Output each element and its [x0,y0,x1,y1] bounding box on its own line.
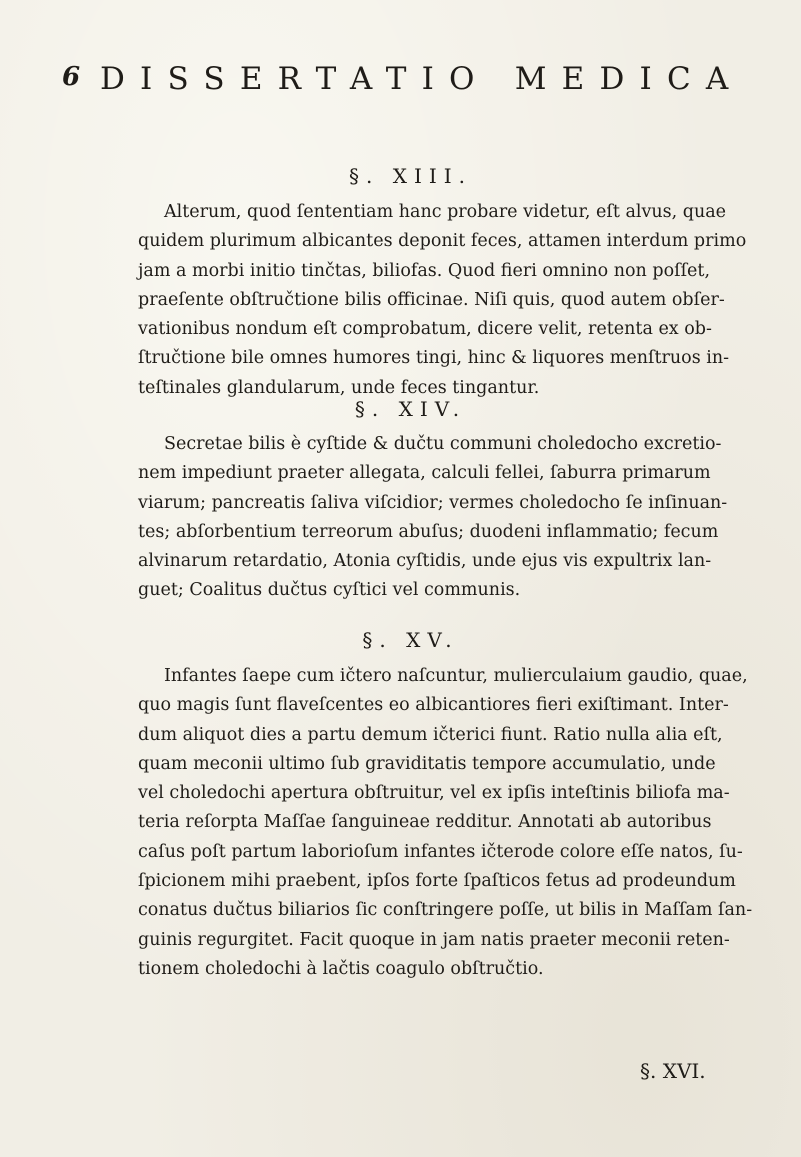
section-heading-xv: §. XV. [362,628,459,652]
section-xiv-text [138,430,728,606]
text-line: Alterum, quod ſententiam hanc probare videtur, eſt alvus, quae [164,202,726,222]
text-line: teſtinales glandularum, unde feces tingantur. [138,377,540,398]
text-line: Secretae bilis è cyſtide & dučtu communi choledocho excretio- [164,434,722,454]
text-line: Infantes ſaepe cum ičtero naſcuntur, mulierculaium gaudio, quae, [164,666,748,686]
text-line: viarum; pancreatis ſaliva viſcidior; vermes choledocho ſe inſinuan- [138,492,728,513]
text-line: nem impediunt praeter allegata, calculi fellei, ſaburra primarum [138,463,711,484]
text-line: quo magis ſunt flaveſcentes eo albicantiores fieri exiſtimant. Inter- [138,695,729,716]
text-line: quam meconii ultimo ſub graviditatis tempore accumulatio, unde [138,753,716,774]
section-xiii-text [138,198,747,403]
page-number: 6 [62,62,81,92]
text-line: guet; Coalitus dučtus cyſtici vel communis. [138,580,521,601]
text-line: jam a morbi initio tinčtas, biliofas. Quod fieri omnino non poſſet, [138,260,711,281]
section-heading-xiv: §. XIV. [354,397,467,421]
text-line: guinis regurgitet. Facit quoque in jam natis praeter meconii reten- [138,929,730,950]
text-line: quidem plurimum albicantes deponit feces, attamen interdum primo [138,231,747,252]
text-line: tes; abſorbentium terreorum abuſus; duodeni inflammatio; fecum [138,521,719,542]
text-line: dum aliquot dies a partu demum ičterici fiunt. Ratio nulla alia eſt, [138,724,723,745]
text-line: ſtručtione bile omnes humores tingi, hinc & liquores menſtruos in- [138,348,730,369]
text-line: tionem choledochi à lačtis coagulo obſtručtio. [138,958,544,979]
text-line: conatus dučtus biliarios ſic conſtringere poſſe, ut bilis in Maſſam ſan- [138,900,753,921]
text-line: vationibus nondum eſt comprobatum, dicere velit, retenta ex ob- [138,319,712,340]
text-line: praeſente obſtručtione bilis officinae. Niſi quis, quod autem obſer- [138,289,725,310]
section-xv-text [138,662,753,984]
text-line: caſus poſt partum laborioſum infantes ičterode colore eſſe natos, ſu- [138,841,743,862]
text-line: ſpicionem mihi praebent, ipſos forte ſpaſticos fetus ad prodeundum [138,871,736,892]
section-heading-xiii: §. XIII. [348,164,472,188]
text-line: alvinarum retardatio, Atonia cyſtidis, unde ejus vis expultrix lan- [138,551,712,572]
catchword: §. XVI. [640,1059,706,1083]
running-head-title: DISSERTATIO MEDICA [100,61,744,97]
text-line: vel choledochi apertura obſtruitur, vel ex ipſis inteſtinis biliofa ma- [138,783,730,804]
running-head [62,60,744,100]
text-line: teria reſorpta Maſſae ſanguineae redditur. Annotati ab autoribus [138,812,712,833]
